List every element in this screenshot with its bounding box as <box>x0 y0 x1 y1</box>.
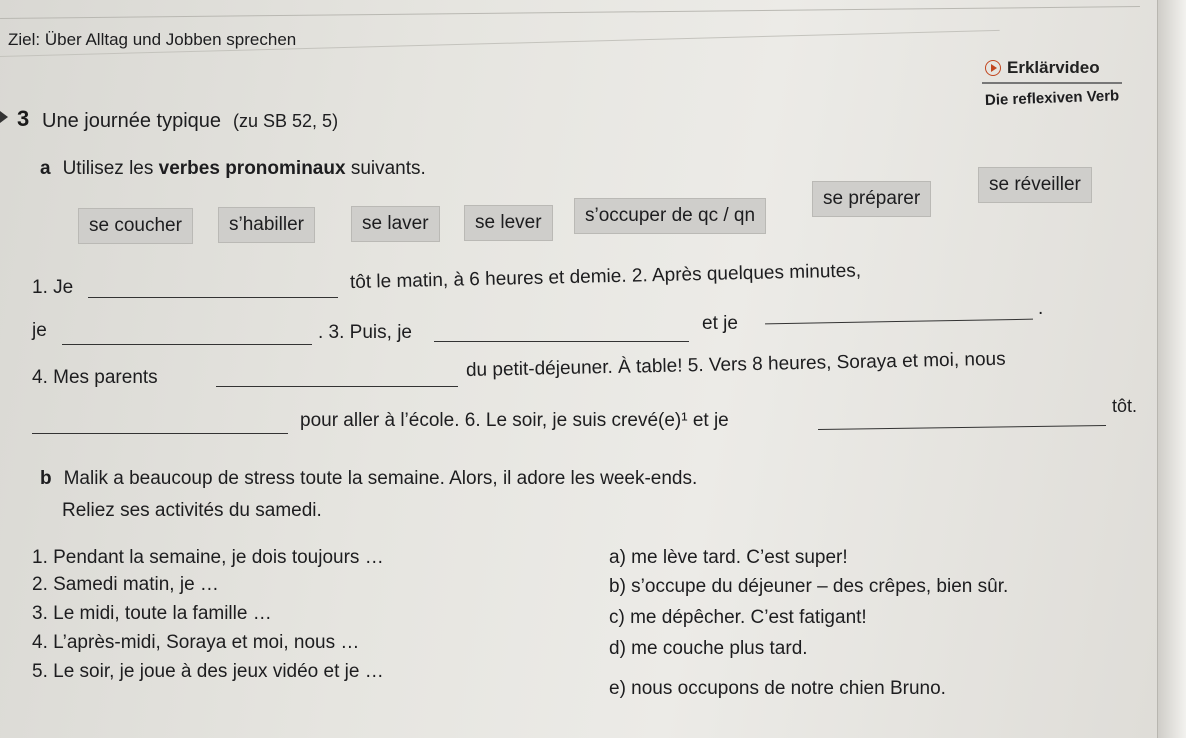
right-item: a) me lève tard. C’est super! <box>609 547 848 568</box>
part-b-intro <box>40 468 697 490</box>
blank-6[interactable] <box>818 424 1106 430</box>
verb-tag: s’occuper de qc / qn <box>574 198 766 234</box>
sentence-1-start: 1. Je <box>32 277 74 298</box>
explainer-video-link[interactable] <box>985 58 1100 78</box>
verb-tag: se réveiller <box>978 167 1092 203</box>
part-a-instruction <box>40 158 426 180</box>
part-b-instruction: Reliez ses activités du samedi. <box>62 500 322 521</box>
blank-2[interactable] <box>62 343 312 345</box>
left-item: 1. Pendant la semaine, je dois toujours … <box>32 547 384 568</box>
page-edge <box>1157 0 1186 738</box>
left-item: 4. L’après-midi, Soraya et moi, nous … <box>32 632 360 653</box>
sentence-4-start: 4. Mes parents <box>32 367 158 388</box>
verb-tag: se laver <box>351 206 440 242</box>
video-underline <box>982 82 1122 84</box>
right-item: d) me couche plus tard. <box>609 638 808 659</box>
exercise-title-text: Une journée typique <box>42 110 222 132</box>
verb-tag: se coucher <box>78 208 193 244</box>
verb-tag: se lever <box>464 205 553 241</box>
sentence-3-etje: et je <box>702 313 738 334</box>
blank-1[interactable] <box>88 296 338 298</box>
part-b-intro-text: Malik a beaucoup de stress toute la semaine. Alors, il adore les week-ends. <box>63 468 698 489</box>
blank-4[interactable] <box>216 385 458 387</box>
instruction-pre: Utilisez les <box>62 158 159 179</box>
blank-3a[interactable] <box>434 340 689 342</box>
verb-tag: se préparer <box>812 181 931 217</box>
left-item: 5. Le soir, je joue à des jeux vidéo et je … <box>32 661 384 682</box>
right-item: c) me dépêcher. C’est fatigant! <box>609 607 867 628</box>
exercise-reference: (zu SB 52, 5) <box>233 111 339 131</box>
sentence-6-tot: tôt. <box>1112 396 1138 416</box>
blank-5[interactable] <box>32 432 288 434</box>
sentence-2-je: je <box>32 320 47 341</box>
part-a-letter: a <box>40 158 51 179</box>
left-item: 3. Le midi, toute la famille … <box>32 603 272 624</box>
reflexive-verbs-label: Die reflexiven Verb <box>984 87 1120 109</box>
sentence-3-start: . 3. Puis, je <box>318 322 412 343</box>
sentence-6-text: pour aller à l’école. 6. Le soir, je suis crevé(e)¹ et je <box>300 410 729 431</box>
sentence-1-rest: tôt le matin, à 6 heures et demie. 2. Après quelques minutes, <box>349 260 862 293</box>
sentence-4-rest: du petit-déjeuner. À table! 5. Vers 8 heures, Soraya et moi, nous <box>465 348 1006 381</box>
page-top-rule <box>0 6 1140 19</box>
exercise-arrow-icon <box>0 111 8 123</box>
instruction-bold: verbes pronominaux <box>158 158 346 179</box>
right-item: e) nous occupons de notre chien Bruno. <box>609 678 946 699</box>
sentence-3-end: . <box>1038 298 1044 319</box>
blank-3b[interactable] <box>765 318 1033 325</box>
part-b-letter: b <box>40 468 52 489</box>
exercise-number: 3 <box>17 106 30 131</box>
verb-tag: s’habiller <box>218 207 315 243</box>
play-circle-icon <box>985 60 1001 76</box>
learning-goal: Ziel: Über Alltag und Jobben sprechen <box>8 30 297 49</box>
exercise-title <box>42 110 338 133</box>
instruction-post: suivants. <box>345 158 426 179</box>
video-label: Erklärvideo <box>1007 58 1100 77</box>
right-item: b) s’occupe du déjeuner – des crêpes, bien sûr. <box>609 576 1009 597</box>
left-item: 2. Samedi matin, je … <box>32 574 219 595</box>
